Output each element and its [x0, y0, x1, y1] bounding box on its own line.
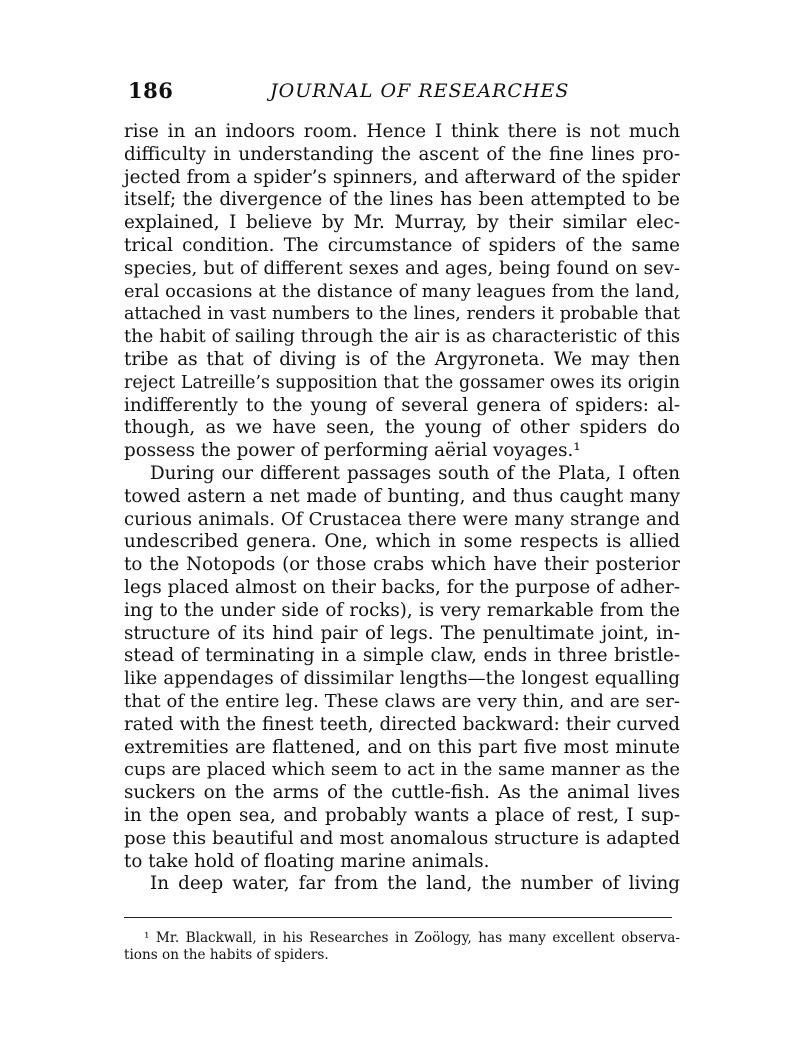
- text-line: though, as we have seen, the young of other spiders do: [124, 417, 680, 439]
- body-text: [124, 121, 680, 896]
- footnote-divider: [124, 917, 672, 918]
- text-line: indifferently to the young of several genera of spiders: al-: [124, 394, 680, 416]
- paragraph-start-line: In deep water, far from the land, the number of living: [150, 873, 680, 895]
- text-line: species, but of different sexes and ages, being found on sev-: [124, 257, 680, 279]
- text-line: attached in vast numbers to the lines, renders it probable that: [124, 304, 680, 325]
- text-line: possess the power of performing aërial voyages.¹: [124, 440, 581, 462]
- text-line: rated with the finest teeth, directed backward: their curved: [124, 713, 680, 735]
- text-line: stead of terminating in a simple claw, ends in three bristle-: [124, 645, 680, 667]
- text-line: undescribed genera. One, which in some respects is allied: [124, 531, 680, 553]
- page-header: [124, 78, 680, 108]
- footnote-line: tions on the habits of spiders.: [124, 947, 329, 963]
- text-line: in the open sea, and probably wants a place of rest, I sup-: [124, 804, 680, 826]
- text-line: cups are placed which seem to act in the same manner as the: [124, 760, 680, 781]
- text-line: eral occasions at the distance of many leagues from the land,: [124, 281, 680, 302]
- text-line: jected from a spider’s spinners, and afterward of the spider: [124, 166, 680, 188]
- text-line: rise in an indoors room. Hence I think there is not much: [124, 121, 680, 142]
- paragraph-start-line: During our different passages south of the Plata, I often: [150, 462, 680, 484]
- text-line: towed astern a net made of bunting, and thus caught many: [124, 485, 680, 507]
- text-line: like appendages of dissimilar lengths—the longest equalling: [124, 668, 680, 690]
- text-line: to take hold of floating marine animals.: [124, 850, 490, 872]
- text-line: difficulty in understanding the ascent of the fine lines pro-: [124, 143, 680, 165]
- text-line: pose this beautiful and most anomalous structure is adapted: [124, 827, 680, 849]
- text-line: curious animals. Of Crustacea there were many strange and: [124, 508, 680, 530]
- page-number: 186: [128, 78, 174, 103]
- footnote: [124, 930, 680, 964]
- text-line: the habit of sailing through the air is as characteristic of this: [124, 326, 680, 348]
- text-line: suckers on the arms of the cuttle-fish. As the animal lives: [124, 782, 680, 804]
- text-line: to the Notopods (or those crabs which have their posterior: [124, 554, 680, 576]
- text-line: extremities are flattened, and on this part five most minute: [124, 736, 680, 758]
- text-line: reject Latreille’s supposition that the gossamer owes its origin: [124, 372, 680, 393]
- text-line: legs placed almost on their backs, for the purpose of adher-: [124, 576, 680, 598]
- text-line: ing to the under side of rocks), is very remarkable from the: [124, 599, 680, 621]
- footnote-line: ¹ Mr. Blackwall, in his Researches in Zoölogy, has many excellent observa-: [144, 930, 680, 946]
- text-line: explained, I believe by Mr. Murray, by their similar elec-: [124, 212, 680, 234]
- text-line: tribe as that of diving is of the Argyroneta. We may then: [124, 348, 680, 370]
- text-line: trical condition. The circumstance of spiders of the same: [124, 234, 680, 256]
- running-title: JOURNAL OF RESEARCHES: [270, 80, 570, 102]
- text-line: itself; the divergence of the lines has been attempted to be: [124, 189, 680, 211]
- text-line: structure of its hind pair of legs. The penultimate joint, in-: [124, 622, 680, 644]
- text-line: that of the entire leg. These claws are very thin, and are ser-: [124, 690, 680, 712]
